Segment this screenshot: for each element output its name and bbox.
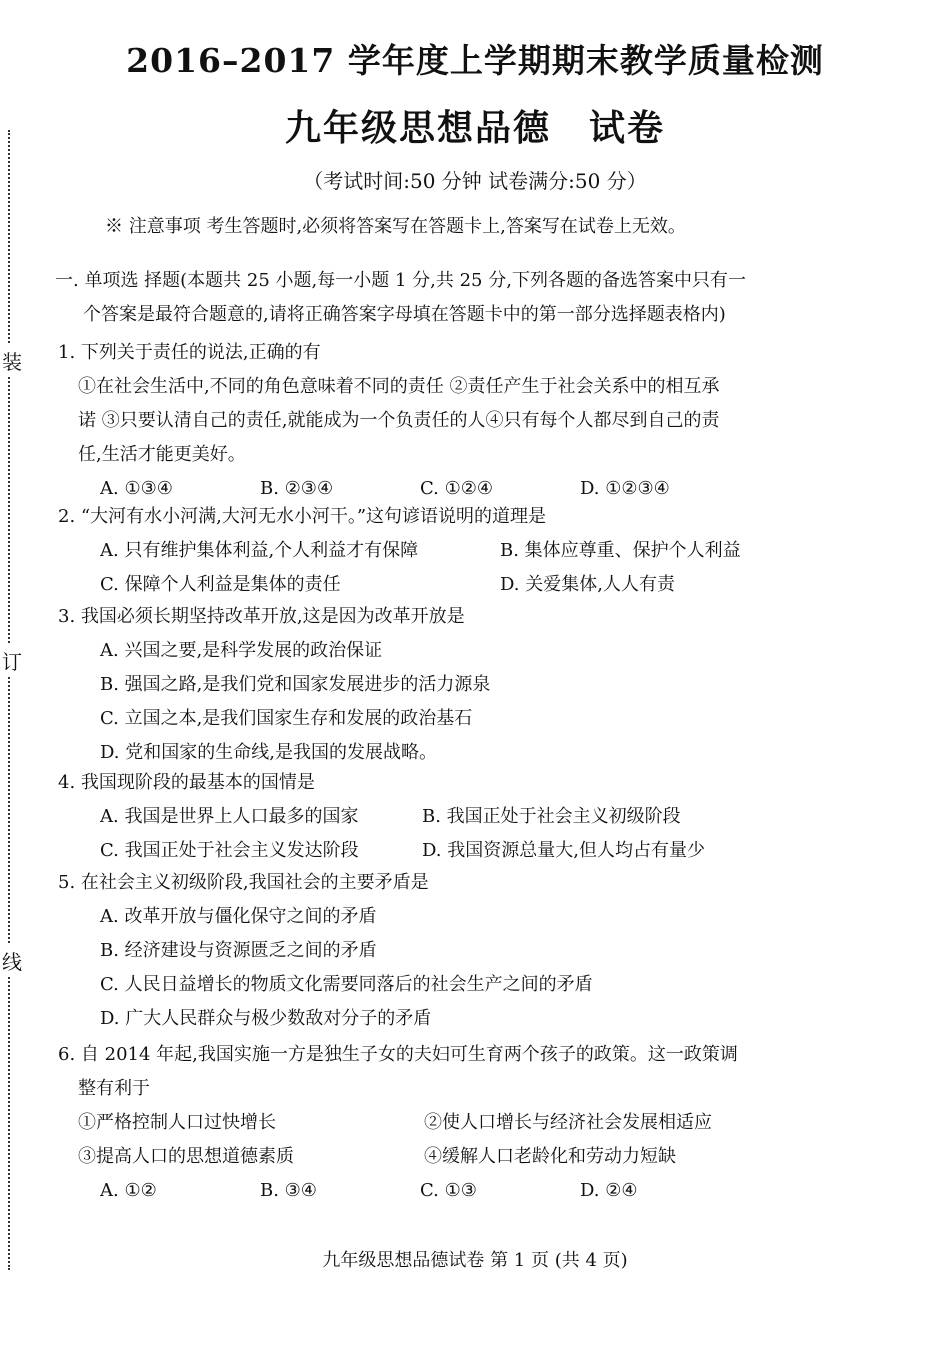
- answer-options-row: [58, 800, 838, 834]
- option-b: B. 强国之路,是我们党和国家发展进步的活力源泉: [100, 674, 491, 695]
- option-c: C. 保障个人利益是集体的责任: [100, 574, 341, 595]
- section-instructions: [55, 264, 835, 332]
- exam-time-and-score: （考试时间:50 分钟 试卷满分:50 分）: [303, 169, 647, 193]
- option-c: C. 立国之本,是我们国家生存和发展的政治基石: [100, 708, 473, 729]
- option-a: A. ①③④: [100, 478, 173, 499]
- option-c: C. ①②④: [420, 478, 493, 499]
- question-stem: 1. 下列关于责任的说法,正确的有: [58, 342, 321, 363]
- option-c: C. 人民日益增长的物质文化需要同落后的社会生产之间的矛盾: [100, 974, 593, 995]
- exam-title: 2016–2017 学年度上学期期末教学质量检测: [126, 41, 824, 80]
- binding-mark-ding: 订: [2, 644, 22, 677]
- question-statement-line: 诺 ③只要认清自己的责任,就能成为一个负责任的人④只有每个人都尽到自己的责: [78, 410, 720, 431]
- option-b: B. 经济建设与资源匮乏之间的矛盾: [100, 940, 377, 961]
- statement-1: ①严格控制人口过快增长: [78, 1112, 276, 1133]
- statements-row: [58, 1140, 838, 1174]
- question-stem: 4. 我国现阶段的最基本的国情是: [58, 772, 315, 793]
- question-6: [58, 1038, 838, 1208]
- binding-mark-zhuang: 装: [2, 344, 22, 377]
- page-footer: 九年级思想品德试卷 第 1 页 (共 4 页): [322, 1250, 628, 1271]
- exam-notice: ※ 注意事项 考生答题时,必须将答案写在答题卡上,答案写在试卷上无效。: [105, 216, 686, 237]
- section-heading-line1: 一. 单项选 择题(本题共 25 小题,每一小题 1 分,共 25 分,下列各题的备选答案中只有一: [55, 270, 746, 291]
- statements-row: [58, 1106, 838, 1140]
- option-a: A. 只有维护集体利益,个人利益才有保障: [100, 540, 419, 561]
- question-stem: 3. 我国必须长期坚持改革开放,这是因为改革开放是: [58, 606, 465, 627]
- option-a: A. ①②: [100, 1180, 157, 1201]
- question-stem-cont: 整有利于: [78, 1078, 150, 1099]
- binding-mark-xian: 线: [2, 944, 22, 977]
- question-5: [58, 866, 838, 1036]
- option-b: B. ③④: [260, 1180, 317, 1201]
- option-d: D. 广大人民群众与极少数敌对分子的矛盾: [100, 1008, 432, 1029]
- question-3: [58, 600, 838, 770]
- question-1: [58, 336, 838, 506]
- option-d: D. 党和国家的生命线,是我国的发展战略。: [100, 742, 437, 763]
- option-b: B. ②③④: [260, 478, 334, 499]
- statement-2: ②使人口增长与经济社会发展相适应: [424, 1112, 712, 1133]
- option-a: A. 兴国之要,是科学发展的政治保证: [100, 640, 383, 661]
- question-stem: 6. 自 2014 年起,我国实施一方是独生子女的夫妇可生育两个孩子的政策。这一政策调: [58, 1044, 738, 1065]
- question-statement-line: ①在社会生活中,不同的角色意味着不同的责任 ②责任产生于社会关系中的相互承: [78, 376, 720, 397]
- question-statement-line: 任,生活才能更美好。: [78, 444, 246, 465]
- answer-options-row: [58, 568, 838, 602]
- question-4: [58, 766, 838, 868]
- question-stem: 5. 在社会主义初级阶段,我国社会的主要矛盾是: [58, 872, 429, 893]
- option-d: D. ②④: [580, 1180, 638, 1201]
- statement-4: ④缓解人口老龄化和劳动力短缺: [424, 1146, 676, 1167]
- binding-dotted-line: [8, 130, 10, 1270]
- section-heading-line2: 个答案是最符合题意的,请将正确答案字母填在答题卡中的第一部分选择题表格内): [83, 304, 726, 325]
- option-d: D. 我国资源总量大,但人均占有量少: [422, 840, 705, 861]
- option-a: A. 我国是世界上人口最多的国家: [100, 806, 359, 827]
- question-stem: 2. “大河有水小河满,大河无水小河干。”这句谚语说明的道理是: [58, 506, 547, 527]
- option-c: C. ①③: [420, 1180, 477, 1201]
- option-d: D. 关爱集体,人人有责: [500, 574, 675, 595]
- statement-3: ③提高人口的思想道德素质: [78, 1146, 294, 1167]
- answer-options: [58, 1174, 838, 1208]
- option-a: A. 改革开放与僵化保守之间的矛盾: [100, 906, 377, 927]
- option-b: B. 我国正处于社会主义初级阶段: [422, 806, 681, 827]
- answer-options-row: [58, 534, 838, 568]
- exam-subject-title: 九年级思想品德 试卷: [284, 107, 665, 149]
- option-b: B. 集体应尊重、保护个人利益: [500, 540, 741, 561]
- question-2: [58, 500, 838, 602]
- answer-options-row: [58, 834, 838, 868]
- option-d: D. ①②③④: [580, 478, 670, 499]
- option-c: C. 我国正处于社会主义发达阶段: [100, 840, 359, 861]
